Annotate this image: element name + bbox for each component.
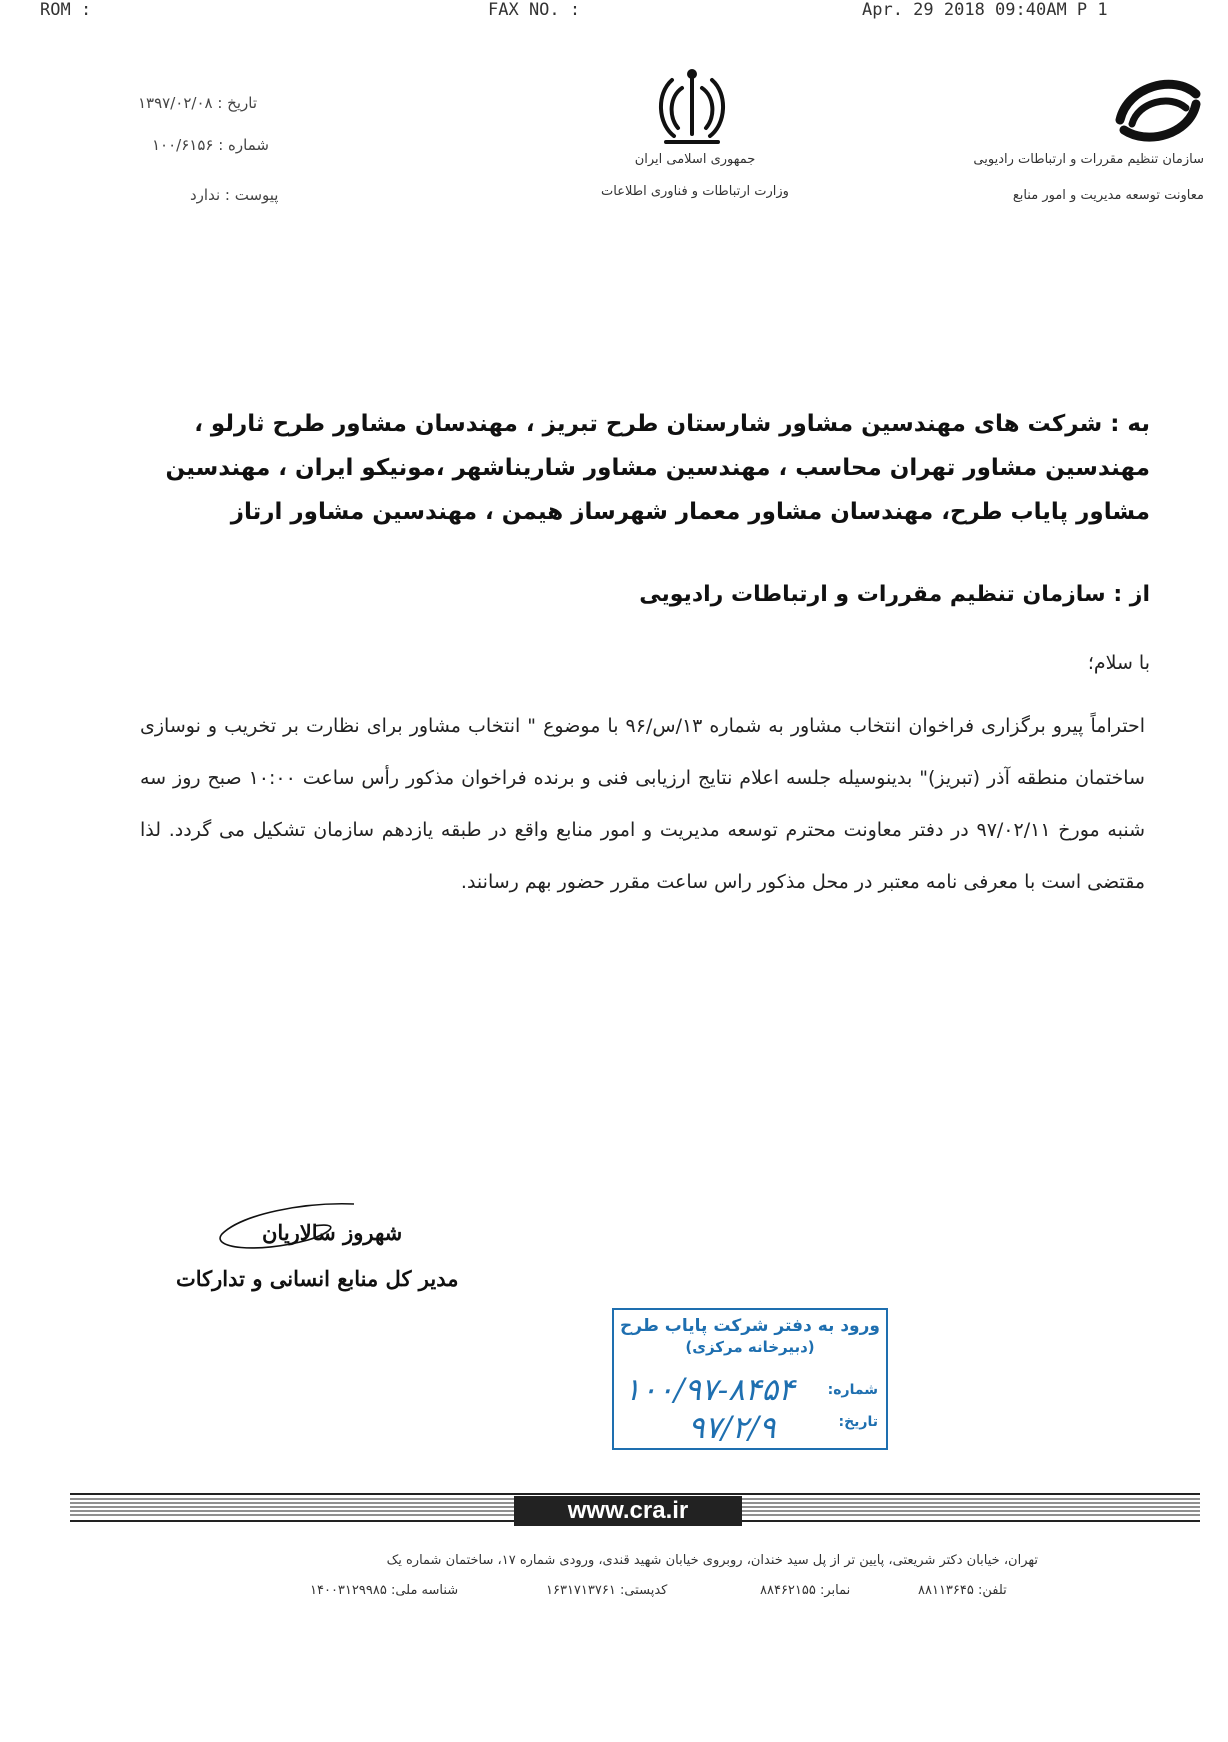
signatory-title: مدیر کل منابع انسانی و تدارکات [176,1266,459,1291]
emblem-caption-ministry: وزارت ارتباطات و فناوری اطلاعات [601,184,789,199]
emblem-caption-country: جمهوری اسلامی ایران [634,152,756,167]
letter-greeting: با سلام؛ [1087,652,1150,674]
stamp-date-label: تاریخ: [838,1414,878,1430]
footer-fax: نمابر: ۸۸۴۶۲۱۵۵ [760,1583,851,1598]
footer-phone: تلفن: ۸۸۱۱۳۶۴۵ [918,1583,1007,1598]
iran-emblem-icon [652,66,732,150]
fax-timestamp: Apr. 29 2018 09:40AM P 1 [862,0,1108,20]
stamp-number-value: ۱۰۰/۹۷-۸۴۵۴ [624,1372,795,1408]
letter-body: احتراماً پیرو برگزاری فراخوان انتخاب مشاور به شماره ۱۳/س/۹۶ با موضوع " انتخاب مشاور برای نظارت بر تخریب و نوسازی ساختمان منطقه آذر (تبریز)" بدینوسیله جلسه اعلام نتایج ارزیابی فنی و برنده فراخوان مذکور رأس ساعت ۱۰:۰۰ صبح روز سه شنبه مورخ ۹۷/۰۲/۱۱ در دفتر معاونت محترم توسعه مدیریت و امور منابع واقع در طبقه یازدهم سازمان تشکیل می گردد. لذا مقتضی است با معرفی نامه معتبر در محل مذکور راس ساعت مقرر حضور بهم رسانند. [140,715,1145,893]
fax-number: FAX NO. : [488,0,581,20]
received-stamp [612,1308,888,1450]
letter-sender: از : سازمان تنظیم مقررات و ارتباطات رادیویی [639,582,1150,607]
footer-postal-code: کدپستی: ۱۶۳۱۷۱۳۷۶۱ [546,1583,668,1598]
stamp-subtitle: (دبیرخانه مرکزی) [685,1338,815,1356]
letter-recipients: به : شرکت های مهندسین مشاور شارستان طرح تبریز ، مهندسان مشاور طرح ثارلو ، مهندسین مشاور تهران محاسب ، مهندسین مشاور شاریناشهر ،مونیکو ایران ، مهندسین مشاور پایاب طرح، مهندسان مشاور معمار شهرساز هیمن ، مهندسین مشاور ارتاز [165,411,1150,525]
cra-caption-organization: سازمان تنظیم مقررات و ارتباطات رادیویی [973,152,1204,167]
letter-date: تاریخ : ۱۳۹۷/۰۲/۰۸ [138,94,257,112]
stamp-number-label: شماره: [827,1382,878,1398]
footer-national-id: شناسه ملی: ۱۴۰۰۳۱۲۹۹۸۵ [310,1583,459,1598]
letter-number: شماره : ۱۰۰/۶۱۵۶ [152,136,269,154]
stamp-title: ورود به دفتر شرکت پایاب طرح [620,1316,880,1336]
footer-website: www.cra.ir [514,1496,742,1526]
footer-address: تهران، خیابان دکتر شریعتی، پایین تر از پل سید خندان، روبروی خیابان شهید قندی، ورودی شماره ۱۷، ساختمان شماره یک [386,1553,1038,1568]
signatory-name: شهروز سالاریان [262,1220,403,1245]
fax-from: ROM : [40,0,92,20]
letter-attachment: پیوست : ندارد [190,186,279,204]
cra-caption-department: معاونت توسعه مدیریت و امور منابع [1012,188,1204,203]
cra-logo-icon [1112,68,1204,152]
stamp-date-value: ۹۷/۲/۹ [688,1410,776,1446]
